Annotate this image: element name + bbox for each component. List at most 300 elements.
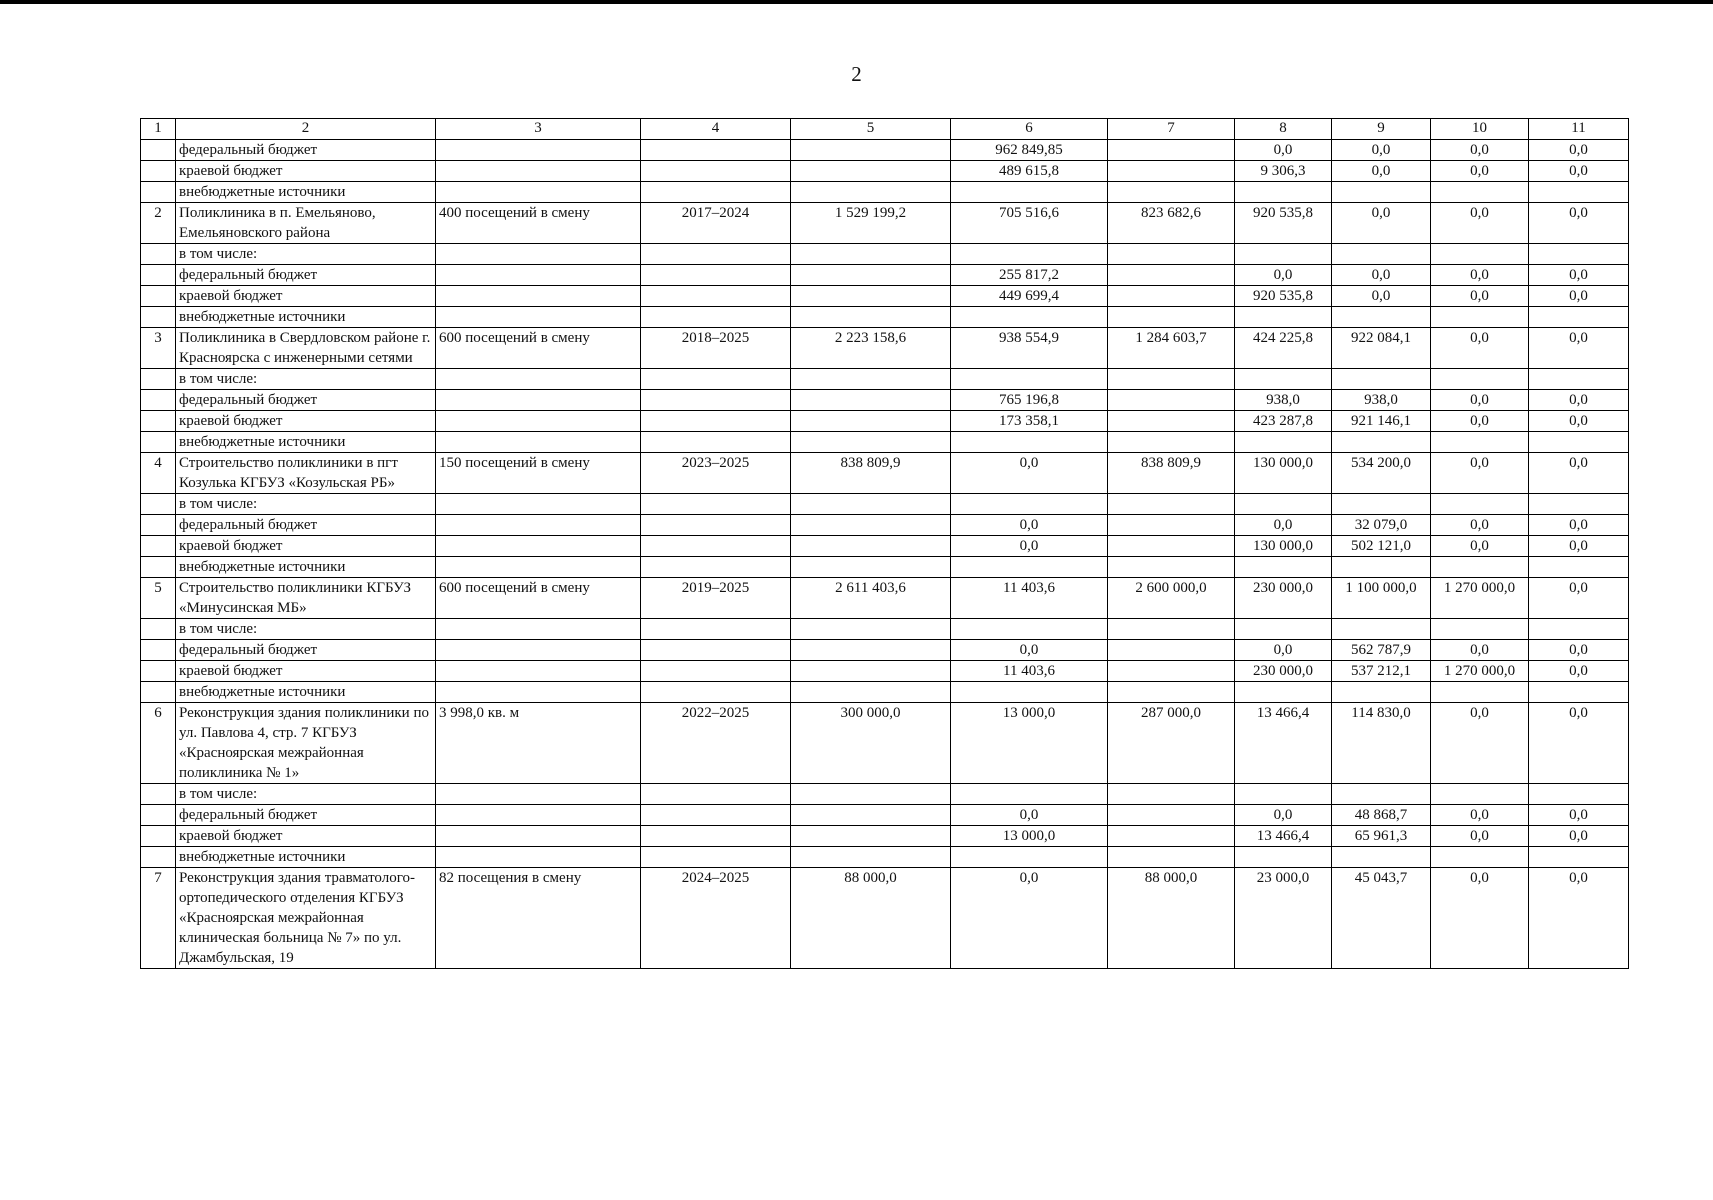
col11-value-cell: 0,0 <box>1529 805 1629 826</box>
col7-value-cell <box>1108 661 1235 682</box>
col7-value-cell <box>1108 140 1235 161</box>
estimated-cost-cell <box>791 390 951 411</box>
object-name-cell: Строительство поликлиники в пгт Козулька КГБУЗ «Козульская РБ» <box>176 453 436 494</box>
col8-value-cell: 938,0 <box>1235 390 1332 411</box>
capacity-cell <box>436 411 641 432</box>
col6-value-cell: 0,0 <box>951 805 1108 826</box>
col6-value-cell: 0,0 <box>951 453 1108 494</box>
estimated-cost-cell: 88 000,0 <box>791 868 951 969</box>
column-header-7: 7 <box>1108 119 1235 140</box>
estimated-cost-cell: 300 000,0 <box>791 703 951 784</box>
estimated-cost-cell: 2 223 158,6 <box>791 328 951 369</box>
table-row <box>141 411 1629 432</box>
col10-value-cell: 0,0 <box>1431 265 1529 286</box>
col11-value-cell <box>1529 619 1629 640</box>
capacity-cell <box>436 826 641 847</box>
row-number-cell <box>141 661 176 682</box>
period-cell <box>641 265 791 286</box>
table-row <box>141 661 1629 682</box>
col10-value-cell <box>1431 432 1529 453</box>
row-number-cell <box>141 307 176 328</box>
row-number-cell: 5 <box>141 578 176 619</box>
col10-value-cell: 0,0 <box>1431 390 1529 411</box>
col8-value-cell <box>1235 847 1332 868</box>
period-cell <box>641 847 791 868</box>
object-name-cell: Реконструкция здания поликлиники по ул. Павлова 4, стр. 7 КГБУЗ «Красноярская межрайонная поликлиника № 1» <box>176 703 436 784</box>
table-row <box>141 536 1629 557</box>
estimated-cost-cell: 2 611 403,6 <box>791 578 951 619</box>
column-header-1: 1 <box>141 119 176 140</box>
object-name-cell: федеральный бюджет <box>176 640 436 661</box>
period-cell <box>641 826 791 847</box>
col6-value-cell: 13 000,0 <box>951 703 1108 784</box>
col10-value-cell: 0,0 <box>1431 536 1529 557</box>
estimated-cost-cell <box>791 411 951 432</box>
col9-value-cell: 114 830,0 <box>1332 703 1431 784</box>
col10-value-cell: 0,0 <box>1431 805 1529 826</box>
col7-value-cell: 2 600 000,0 <box>1108 578 1235 619</box>
col11-value-cell: 0,0 <box>1529 328 1629 369</box>
object-name-cell: в том числе: <box>176 369 436 390</box>
col9-value-cell <box>1332 619 1431 640</box>
estimated-cost-cell <box>791 619 951 640</box>
col8-value-cell: 13 466,4 <box>1235 703 1332 784</box>
estimated-cost-cell <box>791 494 951 515</box>
table-row <box>141 140 1629 161</box>
period-cell <box>641 140 791 161</box>
row-number-cell <box>141 805 176 826</box>
table-row <box>141 307 1629 328</box>
row-number-cell <box>141 494 176 515</box>
col10-value-cell: 0,0 <box>1431 203 1529 244</box>
col8-value-cell <box>1235 682 1332 703</box>
row-number-cell <box>141 182 176 203</box>
period-cell <box>641 619 791 640</box>
col9-value-cell: 938,0 <box>1332 390 1431 411</box>
estimated-cost-cell <box>791 369 951 390</box>
column-header-4: 4 <box>641 119 791 140</box>
object-name-cell: Строительство поликлиники КГБУЗ «Минусинская МБ» <box>176 578 436 619</box>
col7-value-cell <box>1108 826 1235 847</box>
col7-value-cell <box>1108 390 1235 411</box>
period-cell <box>641 682 791 703</box>
period-cell <box>641 536 791 557</box>
col8-value-cell: 0,0 <box>1235 140 1332 161</box>
table-row <box>141 390 1629 411</box>
col8-value-cell: 23 000,0 <box>1235 868 1332 969</box>
col8-value-cell: 424 225,8 <box>1235 328 1332 369</box>
col8-value-cell: 0,0 <box>1235 640 1332 661</box>
col7-value-cell <box>1108 244 1235 265</box>
estimated-cost-cell <box>791 826 951 847</box>
row-number-cell <box>141 515 176 536</box>
col10-value-cell: 0,0 <box>1431 703 1529 784</box>
col10-value-cell <box>1431 369 1529 390</box>
object-name-cell: Поликлиника в Свердловском районе г. Красноярска с инженерными сетями <box>176 328 436 369</box>
col11-value-cell <box>1529 784 1629 805</box>
column-header-3: 3 <box>436 119 641 140</box>
col9-value-cell: 922 084,1 <box>1332 328 1431 369</box>
estimated-cost-cell <box>791 847 951 868</box>
col9-value-cell <box>1332 432 1431 453</box>
object-name-cell: внебюджетные источники <box>176 432 436 453</box>
table-row <box>141 432 1629 453</box>
col7-value-cell <box>1108 265 1235 286</box>
capacity-cell <box>436 307 641 328</box>
capacity-cell <box>436 619 641 640</box>
col8-value-cell: 0,0 <box>1235 265 1332 286</box>
col10-value-cell: 0,0 <box>1431 868 1529 969</box>
col10-value-cell: 1 270 000,0 <box>1431 578 1529 619</box>
col9-value-cell <box>1332 182 1431 203</box>
estimated-cost-cell <box>791 140 951 161</box>
col8-value-cell: 423 287,8 <box>1235 411 1332 432</box>
col7-value-cell <box>1108 432 1235 453</box>
col8-value-cell <box>1235 307 1332 328</box>
row-number-cell <box>141 640 176 661</box>
capacity-cell <box>436 784 641 805</box>
col10-value-cell: 0,0 <box>1431 515 1529 536</box>
period-cell <box>641 390 791 411</box>
col11-value-cell <box>1529 307 1629 328</box>
col9-value-cell: 0,0 <box>1332 286 1431 307</box>
row-number-cell <box>141 536 176 557</box>
object-name-cell: внебюджетные источники <box>176 182 436 203</box>
row-number-cell <box>141 390 176 411</box>
col11-value-cell <box>1529 432 1629 453</box>
col10-value-cell <box>1431 784 1529 805</box>
col8-value-cell: 130 000,0 <box>1235 536 1332 557</box>
column-header-8: 8 <box>1235 119 1332 140</box>
col7-value-cell <box>1108 619 1235 640</box>
estimated-cost-cell <box>791 161 951 182</box>
row-number-cell: 7 <box>141 868 176 969</box>
row-number-cell <box>141 784 176 805</box>
col6-value-cell: 11 403,6 <box>951 578 1108 619</box>
column-number-row <box>141 119 1629 140</box>
period-cell <box>641 369 791 390</box>
budget-table <box>140 118 1629 969</box>
table-row <box>141 244 1629 265</box>
capacity-cell <box>436 847 641 868</box>
col8-value-cell <box>1235 182 1332 203</box>
table-row <box>141 847 1629 868</box>
row-number-cell: 6 <box>141 703 176 784</box>
table-row <box>141 182 1629 203</box>
col11-value-cell: 0,0 <box>1529 265 1629 286</box>
col7-value-cell <box>1108 515 1235 536</box>
col7-value-cell <box>1108 494 1235 515</box>
table-row <box>141 203 1629 244</box>
capacity-cell <box>436 640 641 661</box>
col6-value-cell: 962 849,85 <box>951 140 1108 161</box>
object-name-cell: в том числе: <box>176 619 436 640</box>
capacity-cell <box>436 682 641 703</box>
col6-value-cell <box>951 494 1108 515</box>
column-header-2: 2 <box>176 119 436 140</box>
period-cell <box>641 244 791 265</box>
capacity-cell <box>436 536 641 557</box>
table-row <box>141 682 1629 703</box>
col11-value-cell: 0,0 <box>1529 661 1629 682</box>
table-row <box>141 515 1629 536</box>
col9-value-cell: 1 100 000,0 <box>1332 578 1431 619</box>
col7-value-cell: 1 284 603,7 <box>1108 328 1235 369</box>
col9-value-cell: 65 961,3 <box>1332 826 1431 847</box>
col7-value-cell <box>1108 784 1235 805</box>
col10-value-cell: 0,0 <box>1431 826 1529 847</box>
col10-value-cell <box>1431 494 1529 515</box>
table-row <box>141 265 1629 286</box>
row-number-cell <box>141 369 176 390</box>
column-header-6: 6 <box>951 119 1108 140</box>
col11-value-cell <box>1529 494 1629 515</box>
col8-value-cell: 13 466,4 <box>1235 826 1332 847</box>
col11-value-cell: 0,0 <box>1529 703 1629 784</box>
col7-value-cell <box>1108 805 1235 826</box>
estimated-cost-cell <box>791 182 951 203</box>
estimated-cost-cell <box>791 661 951 682</box>
capacity-cell: 150 посещений в смену <box>436 453 641 494</box>
estimated-cost-cell <box>791 682 951 703</box>
col10-value-cell <box>1431 307 1529 328</box>
table-row <box>141 784 1629 805</box>
row-number-cell <box>141 557 176 578</box>
col7-value-cell <box>1108 640 1235 661</box>
row-number-cell <box>141 682 176 703</box>
period-cell <box>641 661 791 682</box>
object-name-cell: федеральный бюджет <box>176 140 436 161</box>
object-name-cell: краевой бюджет <box>176 286 436 307</box>
capacity-cell <box>436 390 641 411</box>
estimated-cost-cell <box>791 244 951 265</box>
col9-value-cell <box>1332 682 1431 703</box>
table-row <box>141 161 1629 182</box>
col7-value-cell <box>1108 411 1235 432</box>
col10-value-cell <box>1431 682 1529 703</box>
object-name-cell: в том числе: <box>176 494 436 515</box>
col6-value-cell <box>951 182 1108 203</box>
capacity-cell <box>436 494 641 515</box>
col10-value-cell: 0,0 <box>1431 286 1529 307</box>
period-cell <box>641 307 791 328</box>
col11-value-cell: 0,0 <box>1529 578 1629 619</box>
col7-value-cell <box>1108 847 1235 868</box>
col11-value-cell <box>1529 557 1629 578</box>
capacity-cell: 82 посещения в смену <box>436 868 641 969</box>
col10-value-cell: 0,0 <box>1431 453 1529 494</box>
row-number-cell <box>141 265 176 286</box>
col7-value-cell: 287 000,0 <box>1108 703 1235 784</box>
object-name-cell: внебюджетные источники <box>176 847 436 868</box>
capacity-cell: 400 посещений в смену <box>436 203 641 244</box>
col7-value-cell <box>1108 182 1235 203</box>
col8-value-cell <box>1235 369 1332 390</box>
col11-value-cell: 0,0 <box>1529 536 1629 557</box>
col11-value-cell: 0,0 <box>1529 203 1629 244</box>
col11-value-cell: 0,0 <box>1529 826 1629 847</box>
col8-value-cell: 920 535,8 <box>1235 203 1332 244</box>
col10-value-cell: 0,0 <box>1431 328 1529 369</box>
object-name-cell: внебюджетные источники <box>176 682 436 703</box>
object-name-cell: внебюджетные источники <box>176 307 436 328</box>
table-row <box>141 805 1629 826</box>
col9-value-cell <box>1332 784 1431 805</box>
col9-value-cell <box>1332 557 1431 578</box>
col10-value-cell: 1 270 000,0 <box>1431 661 1529 682</box>
col8-value-cell: 0,0 <box>1235 515 1332 536</box>
col6-value-cell <box>951 244 1108 265</box>
period-cell: 2022–2025 <box>641 703 791 784</box>
estimated-cost-cell <box>791 515 951 536</box>
col9-value-cell: 0,0 <box>1332 203 1431 244</box>
period-cell: 2024–2025 <box>641 868 791 969</box>
col7-value-cell: 838 809,9 <box>1108 453 1235 494</box>
capacity-cell <box>436 661 641 682</box>
table-row <box>141 578 1629 619</box>
col6-value-cell: 938 554,9 <box>951 328 1108 369</box>
page-number: 2 <box>851 62 862 86</box>
col8-value-cell <box>1235 784 1332 805</box>
col10-value-cell <box>1431 182 1529 203</box>
col6-value-cell: 489 615,8 <box>951 161 1108 182</box>
col11-value-cell <box>1529 244 1629 265</box>
col8-value-cell: 9 306,3 <box>1235 161 1332 182</box>
col9-value-cell <box>1332 369 1431 390</box>
table-row <box>141 826 1629 847</box>
estimated-cost-cell <box>791 805 951 826</box>
column-header-5: 5 <box>791 119 951 140</box>
col9-value-cell: 921 146,1 <box>1332 411 1431 432</box>
capacity-cell: 600 посещений в смену <box>436 578 641 619</box>
object-name-cell: федеральный бюджет <box>176 805 436 826</box>
col7-value-cell <box>1108 557 1235 578</box>
col11-value-cell: 0,0 <box>1529 286 1629 307</box>
col11-value-cell: 0,0 <box>1529 411 1629 432</box>
column-header-9: 9 <box>1332 119 1431 140</box>
table-row <box>141 619 1629 640</box>
col10-value-cell <box>1431 847 1529 868</box>
row-number-cell <box>141 826 176 847</box>
table-row <box>141 640 1629 661</box>
row-number-cell <box>141 619 176 640</box>
period-cell <box>641 515 791 536</box>
capacity-cell: 3 998,0 кв. м <box>436 703 641 784</box>
table-row <box>141 557 1629 578</box>
capacity-cell: 600 посещений в смену <box>436 328 641 369</box>
object-name-cell: в том числе: <box>176 784 436 805</box>
period-cell <box>641 182 791 203</box>
col8-value-cell: 130 000,0 <box>1235 453 1332 494</box>
col6-value-cell <box>951 369 1108 390</box>
capacity-cell <box>436 140 641 161</box>
col9-value-cell <box>1332 494 1431 515</box>
col8-value-cell <box>1235 619 1332 640</box>
table-row <box>141 453 1629 494</box>
col8-value-cell <box>1235 494 1332 515</box>
col7-value-cell <box>1108 161 1235 182</box>
column-header-11: 11 <box>1529 119 1629 140</box>
capacity-cell <box>436 182 641 203</box>
col8-value-cell: 230 000,0 <box>1235 661 1332 682</box>
estimated-cost-cell: 838 809,9 <box>791 453 951 494</box>
row-number-cell: 3 <box>141 328 176 369</box>
col6-value-cell: 0,0 <box>951 868 1108 969</box>
period-cell: 2019–2025 <box>641 578 791 619</box>
column-header-10: 10 <box>1431 119 1529 140</box>
col7-value-cell: 88 000,0 <box>1108 868 1235 969</box>
row-number-cell <box>141 161 176 182</box>
table-row <box>141 703 1629 784</box>
row-number-cell <box>141 847 176 868</box>
object-name-cell: в том числе: <box>176 244 436 265</box>
col6-value-cell: 13 000,0 <box>951 826 1108 847</box>
object-name-cell: федеральный бюджет <box>176 515 436 536</box>
col9-value-cell <box>1332 244 1431 265</box>
col11-value-cell <box>1529 682 1629 703</box>
col6-value-cell: 0,0 <box>951 536 1108 557</box>
col9-value-cell: 32 079,0 <box>1332 515 1431 536</box>
period-cell <box>641 494 791 515</box>
col8-value-cell: 920 535,8 <box>1235 286 1332 307</box>
col11-value-cell: 0,0 <box>1529 515 1629 536</box>
col6-value-cell <box>951 682 1108 703</box>
col9-value-cell: 0,0 <box>1332 161 1431 182</box>
col6-value-cell: 0,0 <box>951 515 1108 536</box>
col9-value-cell: 534 200,0 <box>1332 453 1431 494</box>
object-name-cell: краевой бюджет <box>176 411 436 432</box>
col11-value-cell: 0,0 <box>1529 390 1629 411</box>
object-name-cell: Поликлиника в п. Емельяново, Емельяновского района <box>176 203 436 244</box>
col6-value-cell <box>951 432 1108 453</box>
col10-value-cell: 0,0 <box>1431 161 1529 182</box>
col9-value-cell: 0,0 <box>1332 140 1431 161</box>
estimated-cost-cell <box>791 307 951 328</box>
col9-value-cell <box>1332 307 1431 328</box>
period-cell <box>641 557 791 578</box>
row-number-cell <box>141 140 176 161</box>
col8-value-cell: 0,0 <box>1235 805 1332 826</box>
col6-value-cell: 11 403,6 <box>951 661 1108 682</box>
col11-value-cell: 0,0 <box>1529 453 1629 494</box>
col11-value-cell: 0,0 <box>1529 640 1629 661</box>
period-cell <box>641 432 791 453</box>
col10-value-cell <box>1431 619 1529 640</box>
table-row <box>141 369 1629 390</box>
col7-value-cell <box>1108 286 1235 307</box>
col9-value-cell: 537 212,1 <box>1332 661 1431 682</box>
capacity-cell <box>436 557 641 578</box>
period-cell: 2017–2024 <box>641 203 791 244</box>
col11-value-cell <box>1529 847 1629 868</box>
col6-value-cell <box>951 619 1108 640</box>
top-border-rule <box>0 0 1713 4</box>
row-number-cell <box>141 411 176 432</box>
object-name-cell: краевой бюджет <box>176 826 436 847</box>
col6-value-cell <box>951 557 1108 578</box>
col10-value-cell <box>1431 557 1529 578</box>
capacity-cell <box>436 286 641 307</box>
estimated-cost-cell <box>791 432 951 453</box>
col10-value-cell <box>1431 244 1529 265</box>
capacity-cell <box>436 432 641 453</box>
row-number-cell: 4 <box>141 453 176 494</box>
table-row <box>141 328 1629 369</box>
col9-value-cell <box>1332 847 1431 868</box>
col11-value-cell <box>1529 182 1629 203</box>
col11-value-cell: 0,0 <box>1529 868 1629 969</box>
object-name-cell: внебюджетные источники <box>176 557 436 578</box>
